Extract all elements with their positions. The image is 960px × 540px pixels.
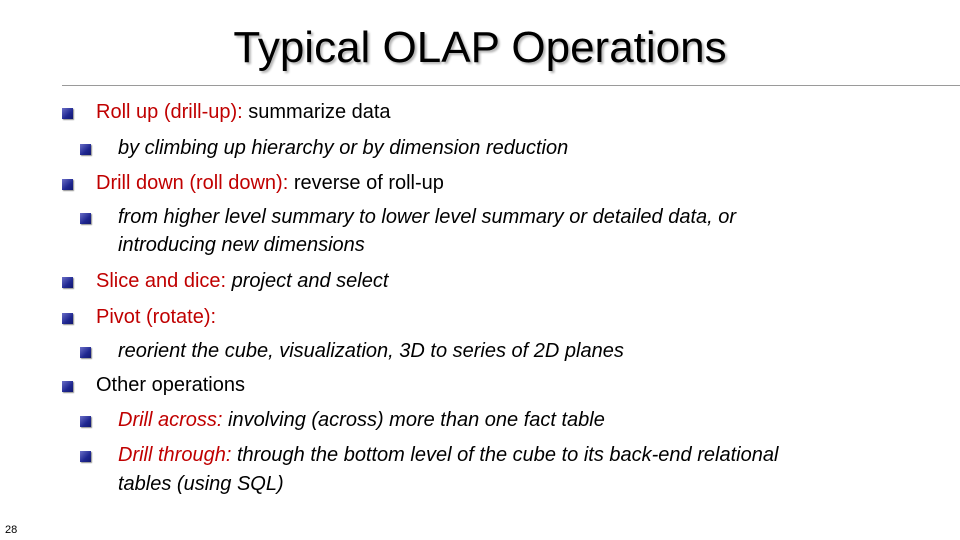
bullet-description: summarize data [242, 101, 391, 123]
bullet-description: project and select [226, 270, 389, 292]
sub-bullet-roll-up-detail: by climbing up hierarchy or by dimension reduction [118, 137, 569, 159]
square-bullet-icon [62, 277, 73, 288]
bullet-description: reverse of roll-up [288, 172, 444, 194]
sub-bullet-drill-down-detail: from higher level summary to lower level summary or detailed data, or [118, 206, 737, 228]
square-bullet-icon [80, 144, 91, 155]
square-bullet-icon [80, 213, 91, 224]
square-bullet-icon [80, 416, 91, 427]
bullet-roll-up [96, 99, 391, 126]
square-bullet-icon [62, 313, 73, 324]
sub-bullet-drill-across [118, 407, 605, 434]
bullet-term: Pivot (rotate): [96, 306, 217, 328]
bullet-term: Drill across: [118, 409, 223, 431]
bullet-slice-and-dice [96, 268, 388, 295]
bullet-pivot [96, 304, 216, 331]
sub-bullet-drill-down-continuation: introducing new dimensions [118, 234, 365, 256]
bullet-drill-down [96, 170, 444, 197]
square-bullet-icon [62, 108, 73, 119]
bullet-other-operations [96, 372, 245, 399]
square-bullet-icon [62, 179, 73, 190]
bullet-term: Drill down (roll down): [96, 172, 289, 194]
sub-bullet-pivot-detail: reorient the cube, visualization, 3D to series of 2D planes [118, 340, 624, 362]
square-bullet-icon [80, 347, 91, 358]
bullet-description: Other operations [96, 374, 245, 396]
square-bullet-icon [62, 381, 73, 392]
sub-bullet-drill-through-continuation: tables (using SQL) [118, 473, 284, 495]
sub-bullet-drill-through [118, 442, 778, 469]
bullet-term: Slice and dice: [96, 270, 227, 292]
page-number: 28 [5, 524, 18, 536]
bullet-term: Drill through: [118, 444, 232, 466]
slide-title: Typical OLAP Operations [233, 23, 727, 72]
bullet-term: Roll up (drill-up): [96, 101, 243, 123]
bullet-description: involving (across) more than one fact table [222, 409, 605, 431]
bullet-description: through the bottom level of the cube to its back-end relational [231, 444, 779, 466]
square-bullet-icon [80, 451, 91, 462]
